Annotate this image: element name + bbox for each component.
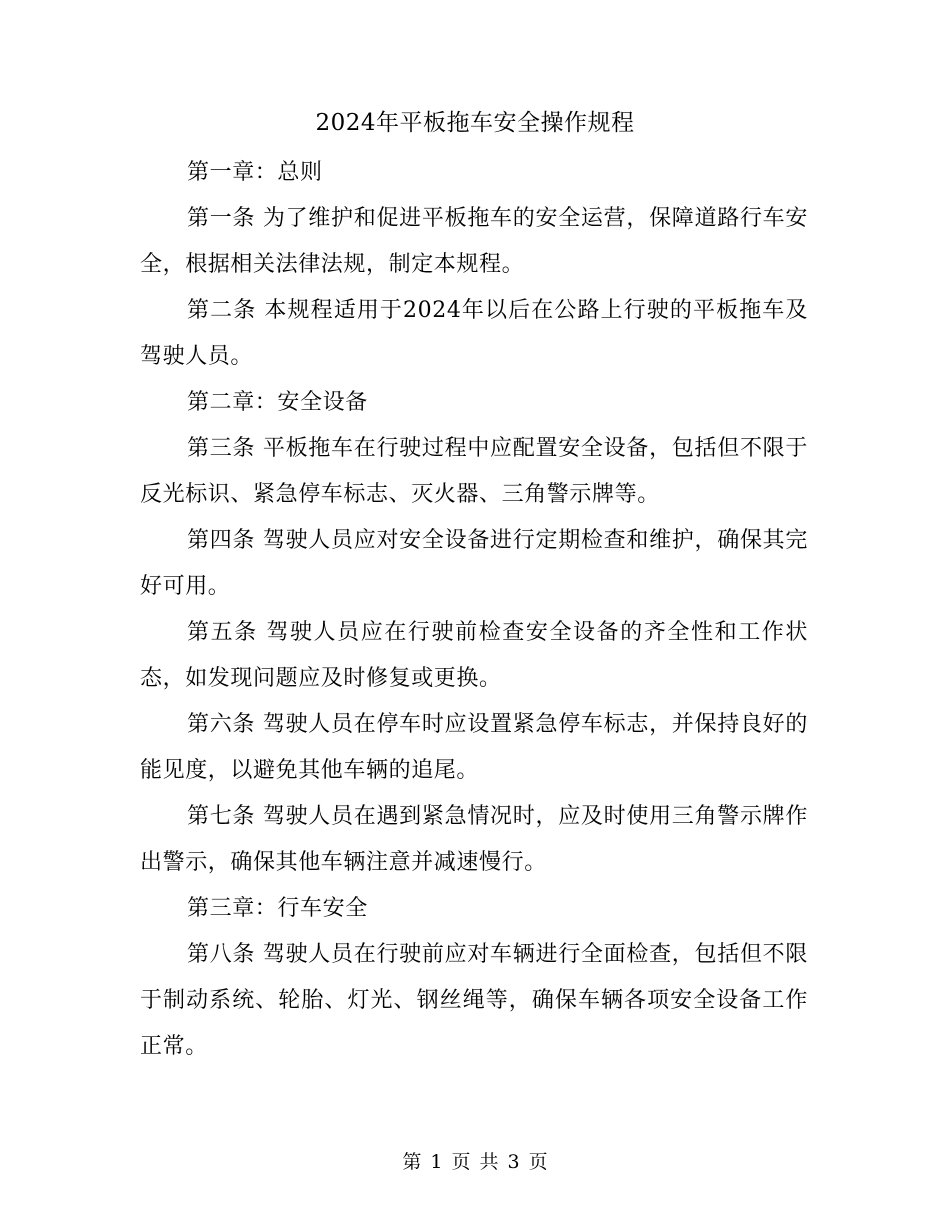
article-8: 第八条 驾驶人员在行驶前应对车辆进行全面检查，包括但不限于制动系统、轮胎、灯光、钢丝绳等，确保车辆各项安全设备工作正常。 [140,942,808,1059]
article-6: 第六条 驾驶人员在停车时应设置紧急停车标志，并保持良好的能见度，以避免其他车辆的追尾。 [140,712,808,783]
article-2: 第二条 本规程适用于2024年以后在公路上行驶的平板拖车及驾驶人员。 [140,298,808,369]
article-7: 第七条 驾驶人员在遇到紧急情况时，应及时使用三角警示牌作出警示，确保其他车辆注意并减速慢行。 [140,804,808,875]
article-1: 第一条 为了维护和促进平板拖车的安全运营，保障道路行车安全，根据相关法律法规，制定本规程。 [140,206,808,277]
article-4: 第四条 驾驶人员应对安全设备进行定期检查和维护，确保其完好可用。 [140,528,808,599]
article-5: 第五条 驾驶人员应在行驶前检查安全设备的齐全性和工作状态，如发现问题应及时修复或更换。 [140,620,808,691]
chapter-heading-driving-safety: 第三章：行车安全 [187,896,368,921]
document-title: 2024年平板拖车安全操作规程 [315,110,635,136]
article-3: 第三条 平板拖车在行驶过程中应配置安全设备，包括但不限于反光标识、紧急停车标志、灭火器、三角警示牌等。 [140,436,808,507]
page-number-footer: 第 1 页 共 3 页 [402,1151,548,1173]
chapter-heading-safety-equipment: 第二章：安全设备 [187,390,368,415]
chapter-heading-general: 第一章：总则 [187,160,323,185]
document-body [140,150,808,1070]
